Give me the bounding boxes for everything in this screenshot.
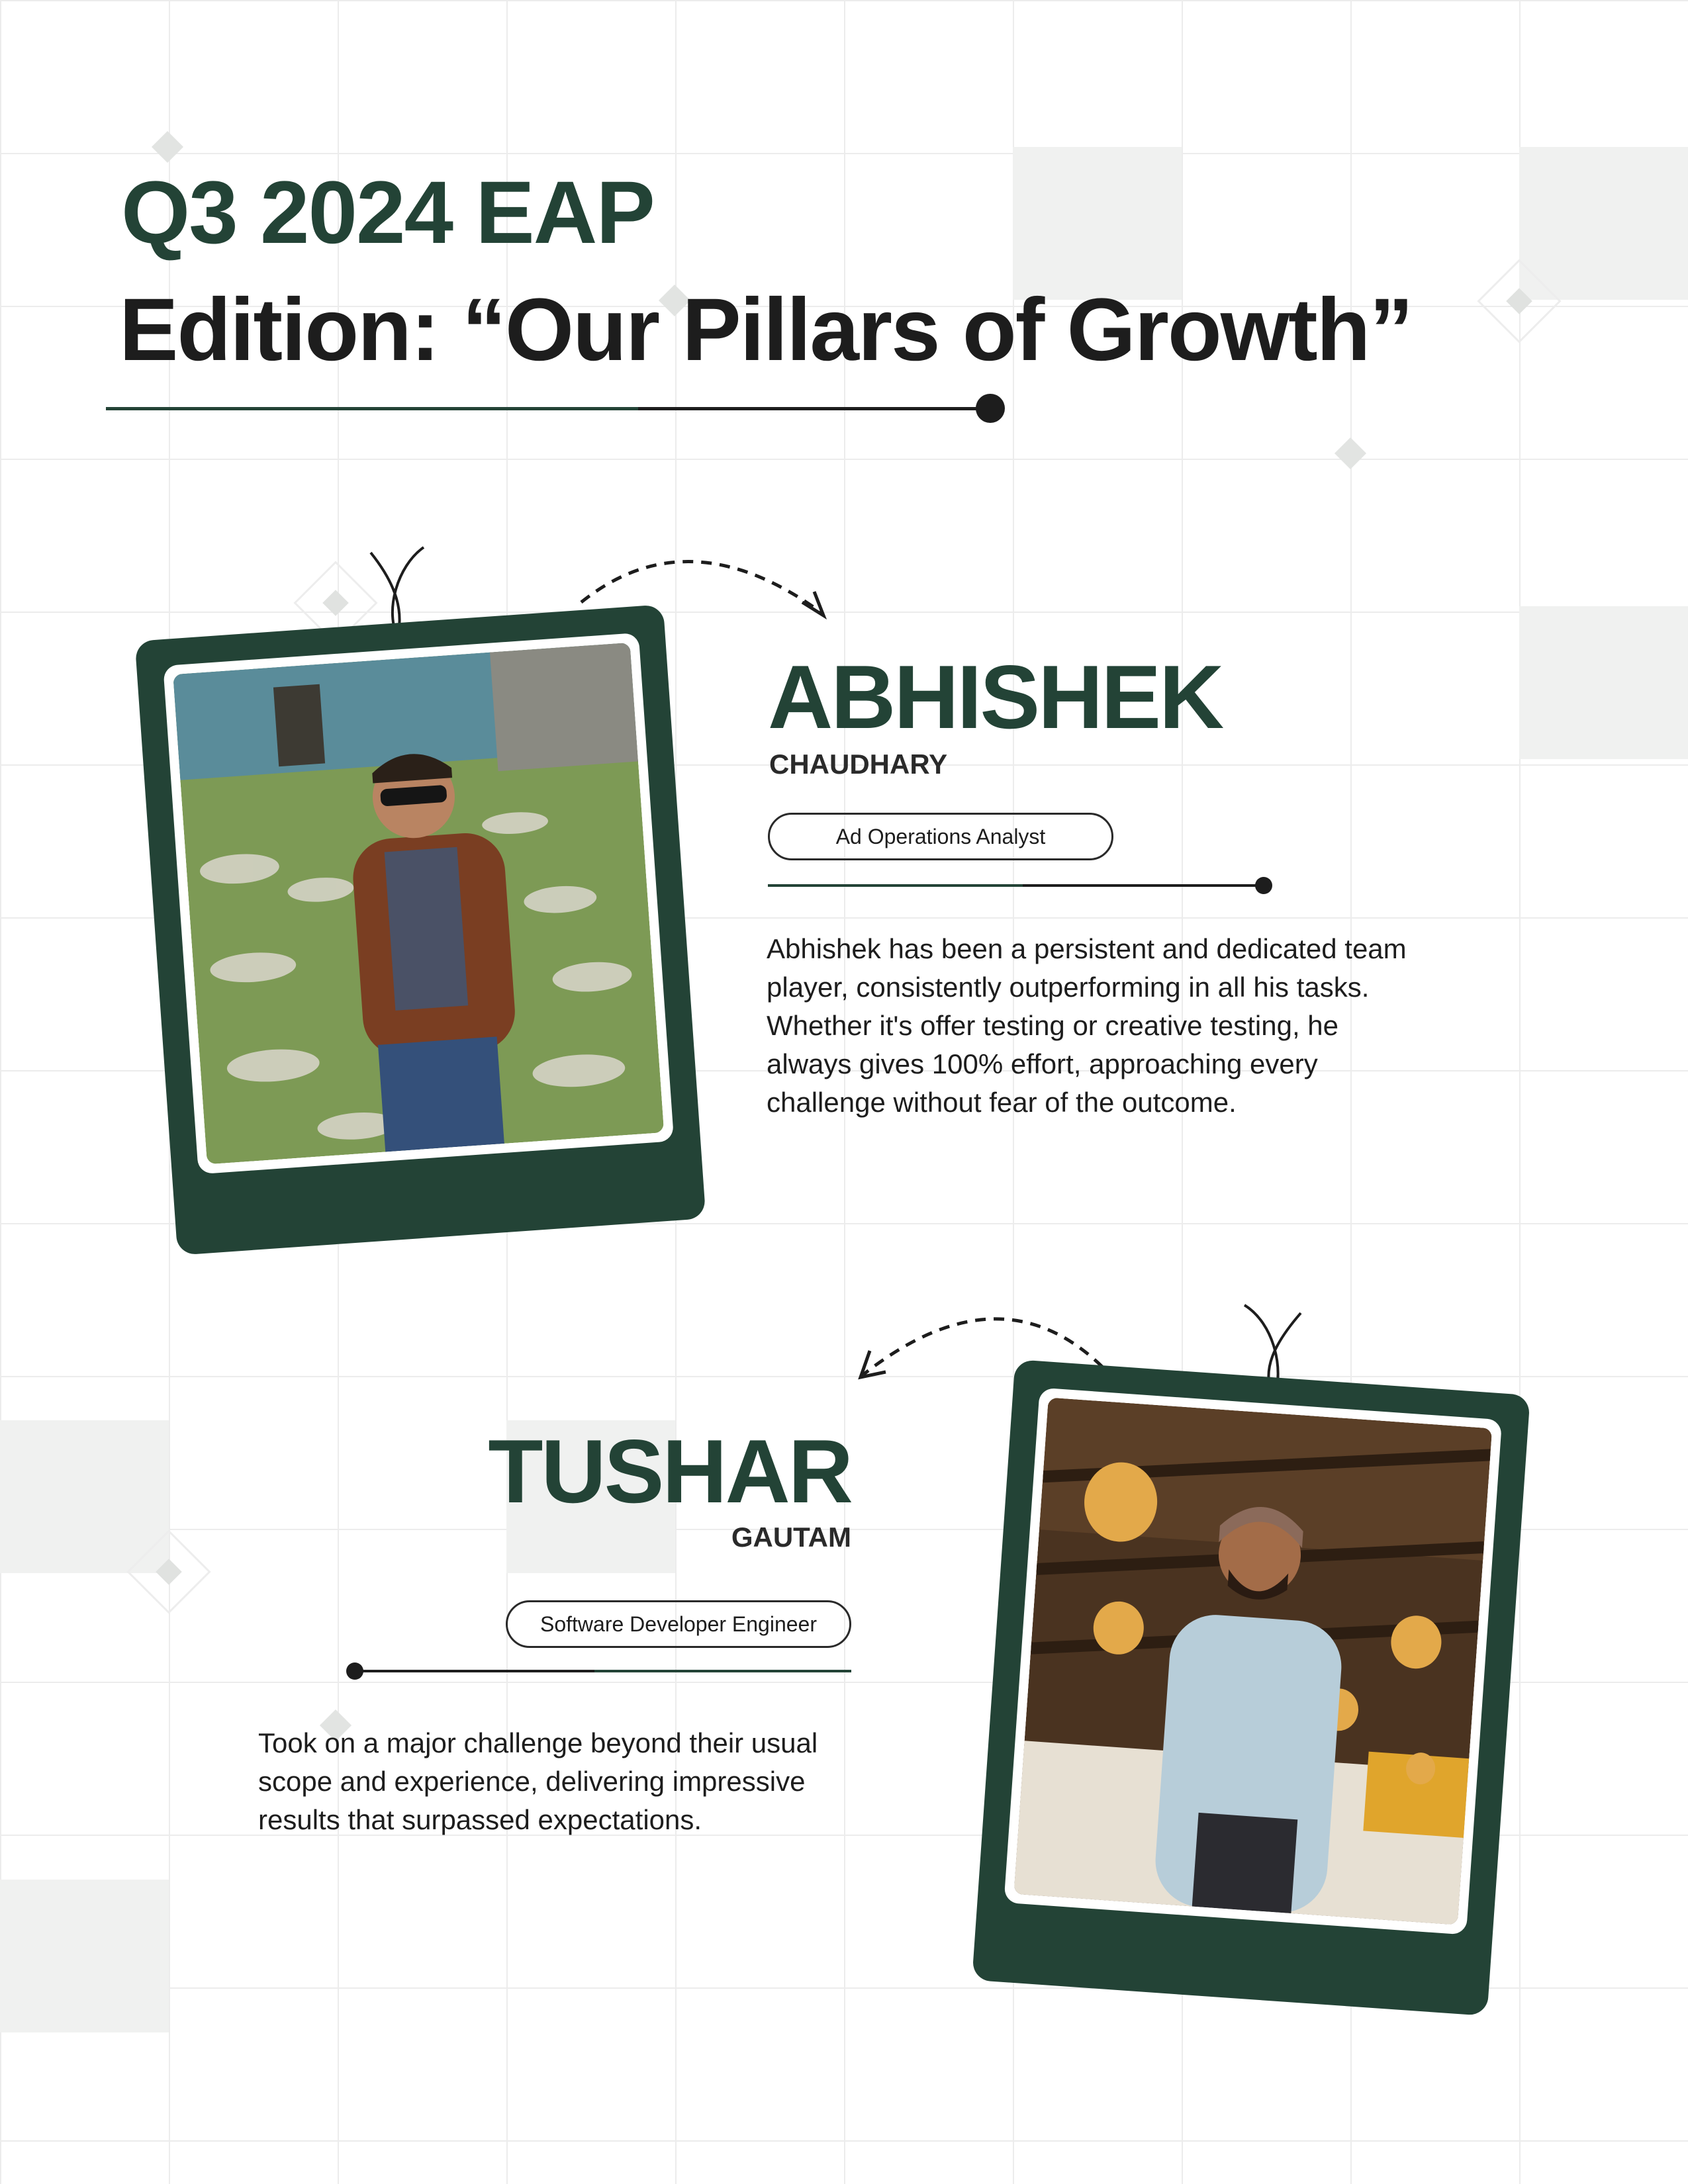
bg-shade-cell xyxy=(0,1880,169,2032)
bg-shade-cell xyxy=(1519,147,1688,300)
portrait-photo-abhishek xyxy=(173,643,664,1164)
decor-diamond-icon xyxy=(152,131,183,163)
profile-bio: Abhishek has been a persistent and dedicated team player, consistently outperforming in all his tasks. Whether it's offer testing or creative testing, he always gives 100% effort, approaching every challenge without fear of the outcome. xyxy=(767,933,1407,1118)
profile-divider xyxy=(768,884,1258,887)
profile-bio: Took on a major challenge beyond their usual scope and experience, delivering impressive results that surpassed expectations. xyxy=(258,1727,818,1835)
profile-first-name: TUSHAR xyxy=(488,1421,851,1522)
bg-shade-cell xyxy=(1519,606,1688,759)
profile-last-name: CHAUDHARY xyxy=(769,749,948,780)
portrait-photo-tushar xyxy=(1013,1398,1492,1925)
profile-divider xyxy=(357,1670,851,1672)
profile-divider-dot xyxy=(1255,877,1272,894)
profile-divider-dot xyxy=(346,1662,363,1680)
title-underline-dot xyxy=(976,394,1005,423)
role-badge: Ad Operations Analyst xyxy=(768,813,1113,860)
role-badge: Software Developer Engineer xyxy=(506,1600,851,1648)
page-title-line-1: Q3 2024 EAP xyxy=(121,163,654,262)
photo-card-abhishek xyxy=(135,604,706,1255)
bg-shade-cell xyxy=(0,1420,169,1573)
profile-last-name: GAUTAM xyxy=(731,1522,851,1553)
title-underline xyxy=(106,407,993,410)
profile-first-name: ABHISHEK xyxy=(768,647,1223,747)
photo-frame xyxy=(1004,1388,1502,1935)
photo-card-tushar xyxy=(972,1359,1530,2016)
decor-diamond-icon xyxy=(1335,437,1366,469)
photo-frame xyxy=(163,633,674,1174)
bg-shade-cell xyxy=(1013,147,1182,300)
page-title-line-2: Edition: “Our Pillars of Growth” xyxy=(119,281,1413,379)
